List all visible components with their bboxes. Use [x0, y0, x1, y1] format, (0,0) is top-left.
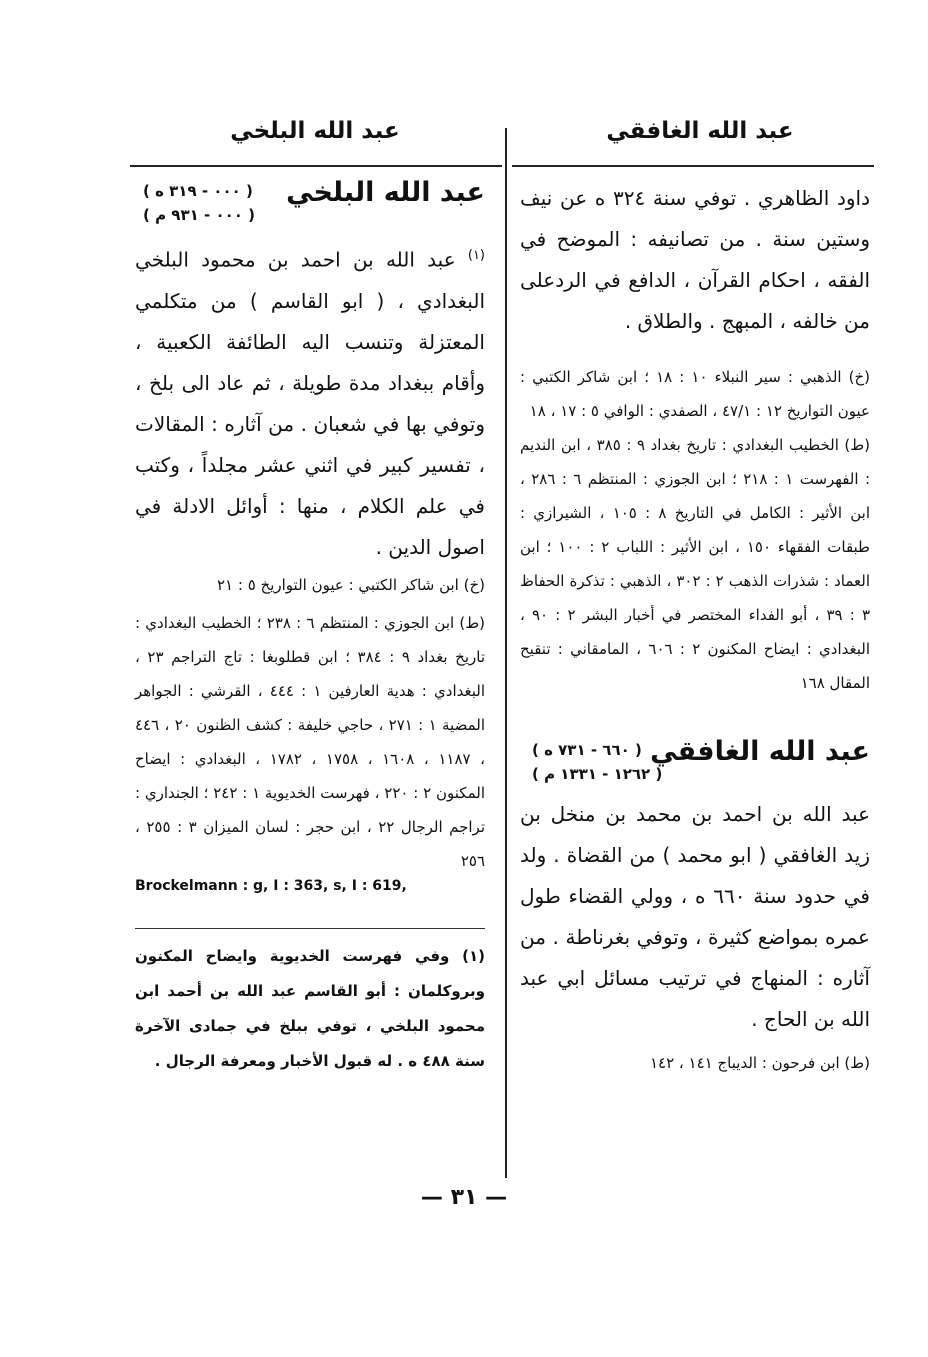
- printed-references: (ط) ابن الجوزي : المنتظم ٦ : ٢٣٨ ؛ الخطيب البغدادي : تاريخ بغداد ٩ : ٣٨٤ ؛ ابن قطلوبغا : تاج التراجم ٢٣ ، البغدادي : هدية العارفين ١ : ٤٤٤ ، القرشي : الجواهر المضية ١ : ٢٧١ ، حاجي خليفة : كشف الظنون ٢٠ ، ٤٤٦ ، ١١٨٧ ، ١٦٠٨ ، ١٧٥٨ ، ١٧٨٢ ، البغدادي : ايضاح المكنون ٢ : ٢٢٠ ، فهرست الخديوية ١ : ٢٤٢ ؛ الجنداري : تراجم الرجال ٢٢ ، ابن حجر : لسان الميزان ٣ : ٢٥٥ ، ٢٥٦: [135, 613, 486, 870]
- entry-title-block: [135, 175, 485, 231]
- header-rule-left: [130, 165, 502, 167]
- column-divider: [505, 128, 507, 1178]
- dates-gregorian: ( ١٢٦٢ - ١٣٣١ م ): [532, 765, 663, 783]
- entry-dates: [143, 179, 255, 227]
- dates-hijri: ( ٠٠٠ - ٣١٩ ه ): [143, 182, 253, 200]
- footnote-separator: [135, 928, 485, 929]
- header-right: عبد الله الغافقي: [606, 118, 794, 144]
- entry-body: [135, 235, 485, 568]
- footnote: (١) وفي فهرست الخديوية وايضاح المكنون وبروكلمان : أبو القاسم عبد الله بن أحمد ابن محمود البلخي ، توفي ببلخ في جمادى الآخرة سنة ٤٨٨ ه . له قبول الأخبار ومعرفة الرجال .: [135, 946, 485, 1070]
- header-rule-right: [512, 165, 874, 167]
- continuation-text: داود الظاهري . توفي سنة ٣٢٤ ه عن نيف وستين سنة . من تصانيفه : الموضح في الفقه ، احكام القرآن ، الدافع في الردعلى من خالفه ، المبهج . والطلاق .: [520, 186, 870, 333]
- page-number: — ٣١ —: [420, 1185, 508, 1210]
- entry-title-block: [520, 734, 870, 790]
- entry-name: عبد الله الغافقي: [650, 736, 870, 767]
- manuscript-references: (خ) ابن شاكر الكتبي : عيون التواريخ ٥ : ٢١: [216, 575, 485, 594]
- entry-body-text: عبد الله بن احمد بن محمود البلخي البغدادي ، ( ابو القاسم ) من متكلمي المعتزلة وتنسب اليه الطائفة الكعبية ، وأقام ببغداد مدة طويلة ، ثم عاد الى بلخ ، وتوفي بها في شعبان . من آثاره : المقالات ، تفسير كبير في اثني عشر مجلداً ، وكتب في علم الكلام ، منها : أوائل الادلة في اصول الدين .: [135, 247, 485, 559]
- right-column: [520, 178, 870, 1080]
- left-column: [135, 175, 485, 1079]
- footnote-marker: (١): [467, 248, 485, 263]
- dates-gregorian: ( ٠٠٠ - ٩٣١ م ): [143, 206, 255, 224]
- header-left: عبد الله البلخي: [230, 118, 400, 144]
- entry-name: عبد الله البلخي: [286, 177, 485, 208]
- entry-references: (ط) ابن فرحون : الديباج ١٤١ ، ١٤٢: [649, 1054, 870, 1072]
- entry-dates: [532, 738, 662, 786]
- latin-reference: Brockelmann : g, I : 363, s, I : 619,: [135, 877, 407, 894]
- dates-hijri: ( ٦٦٠ - ٧٣١ ه ): [532, 741, 642, 759]
- entry-body: عبد الله بن احمد بن محمد بن منخل بن زيد الغافقي ( ابو محمد ) من القضاة . ولد في حدود سنة ٦٦٠ ه ، وولي القضاء طول عمره بمواضع كثيرة ، وتوفي بغرناطة . من آثاره : المنهاج في ترتيب مسائل ابي عبد الله بن الحاج .: [520, 802, 870, 1031]
- manuscript-references: (خ) الذهبي : سير النبلاء ١٠ : ١٨ ؛ ابن شاكر الكتبي : عيون التواريخ ١٢ : ٤٧/١ ، الصفدي : الوافي ٥ : ١٧ ، ١٨: [520, 368, 871, 420]
- printed-references: (ط) الخطيب البغدادي : تاريخ بغداد ٩ : ٣٨٥ ، ابن النديم : الفهرست ١ : ٢١٨ ؛ ابن الجوزي : المنتظم ٦ : ٢٨٦ ، ابن الأثير : الكامل في التاريخ ٨ : ١٠٥ ، الشيرازي : طبقات الفقهاء ١٥٠ ، ابن الأثير : اللباب ٢ : ١٠٠ ؛ ابن العماد : شذرات الذهب ٢ : ٣٠٢ ، الذهبي : تذكرة الحفاظ ٣ : ٣٩ ، أبو الفداء المختصر في أخبار البشر ٢ : ٩٠ ، البغدادي : ايضاح المكنون ٢ : ٦٠٦ ، المامقاني : تنقيح المقال ١٦٨: [520, 436, 871, 692]
